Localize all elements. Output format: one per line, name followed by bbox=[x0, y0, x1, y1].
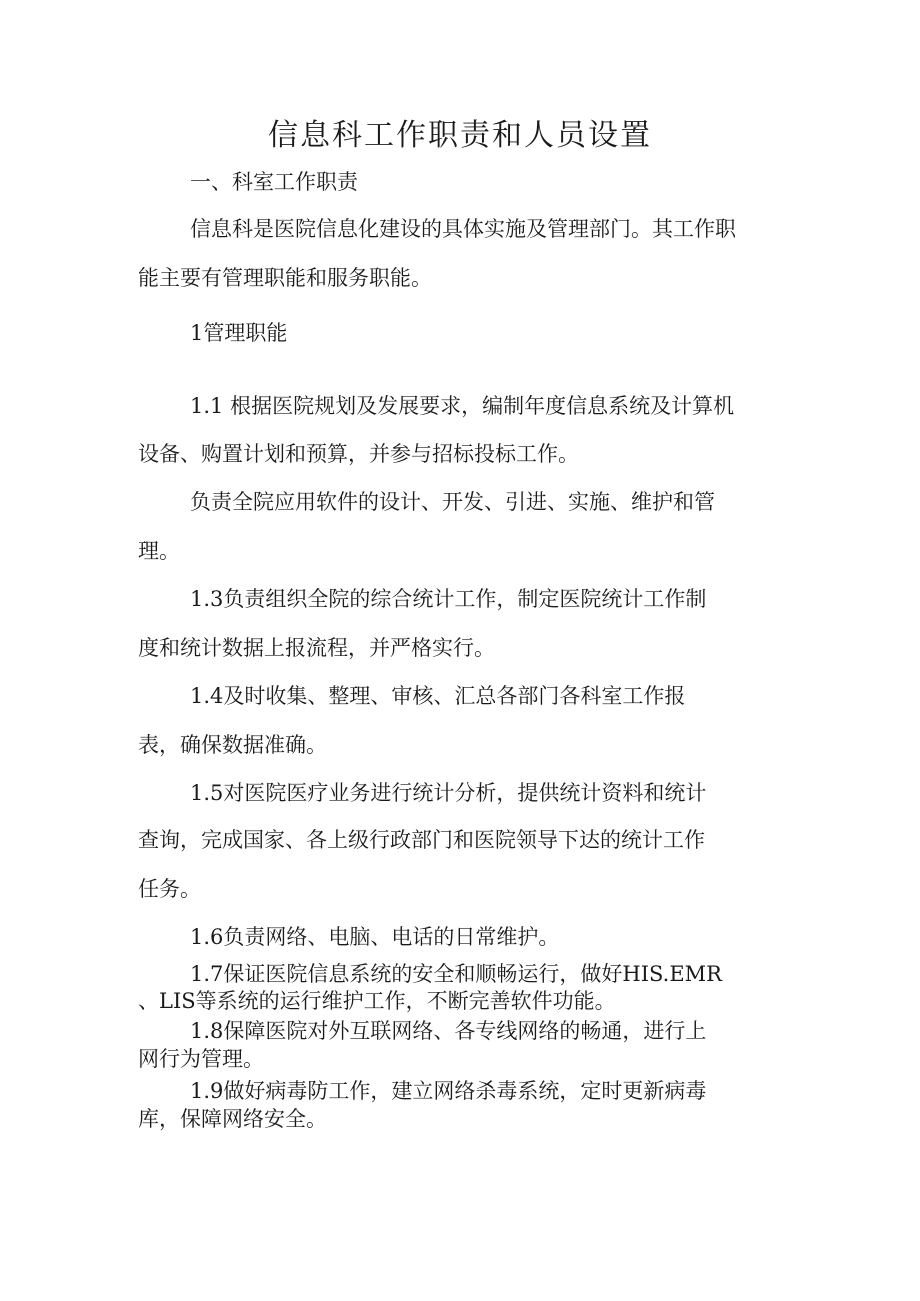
item-1-5-line-2: 查询，完成国家、各上级行政部门和医院领导下达的统计工作 bbox=[138, 828, 705, 852]
item-1-9-line-1: 1.9做好病毒防工作，建立网络杀毒系统，定时更新病毒 bbox=[190, 1079, 707, 1103]
item-1-2-line-2: 理。 bbox=[138, 539, 180, 563]
item-1-4-line-2: 表，确保数据准确。 bbox=[138, 733, 327, 757]
item-1-1-line-2: 设备、购置计划和预算，并参与招标投标工作。 bbox=[138, 442, 579, 466]
subheading-management: 1管理职能 bbox=[190, 321, 288, 345]
item-1-1-line-1: 1.1 根据医院规划及发展要求，编制年度信息系统及计算机 bbox=[190, 394, 735, 418]
item-1-7-line-2: 、LIS等系统的运行维护工作，不断完善软件功能。 bbox=[138, 989, 616, 1013]
item-1-7-line-1: 1.7保证医院信息系统的安全和顺畅运行，做好HIS.EMR bbox=[190, 962, 722, 986]
item-1-3-line-2: 度和统计数据上报流程，并严格实行。 bbox=[138, 636, 495, 660]
item-1-6-line-1: 1.6负责网络、电脑、电话的日常维护。 bbox=[190, 925, 560, 949]
item-1-2-line-1: 负责全院应用软件的设计、开发、引进、实施、维护和管 bbox=[190, 490, 715, 514]
intro-line-1: 信息科是医院信息化建设的具体实施及管理部门。其工作职 bbox=[190, 217, 736, 241]
item-1-3-line-1: 1.3负责组织全院的综合统计工作，制定医院统计工作制 bbox=[190, 587, 707, 611]
document-title: 信息科工作职责和人员设置 bbox=[268, 118, 652, 153]
item-1-5-line-3: 任务。 bbox=[138, 877, 201, 901]
intro-line-2: 能主要有管理职能和服务职能。 bbox=[138, 266, 432, 290]
item-1-5-line-1: 1.5对医院医疗业务进行统计分析，提供统计资料和统计 bbox=[190, 781, 707, 805]
item-1-8-line-1: 1.8保障医院对外互联网络、各专线网络的畅通，进行上 bbox=[190, 1019, 707, 1043]
item-1-4-line-1: 1.4及时收集、整理、审核、汇总各部门各科室工作报 bbox=[190, 684, 686, 708]
item-1-9-line-2: 库，保障网络安全。 bbox=[138, 1107, 327, 1131]
item-1-8-line-2: 网行为管理。 bbox=[138, 1047, 264, 1071]
section-heading: 一、科室工作职责 bbox=[190, 170, 358, 194]
